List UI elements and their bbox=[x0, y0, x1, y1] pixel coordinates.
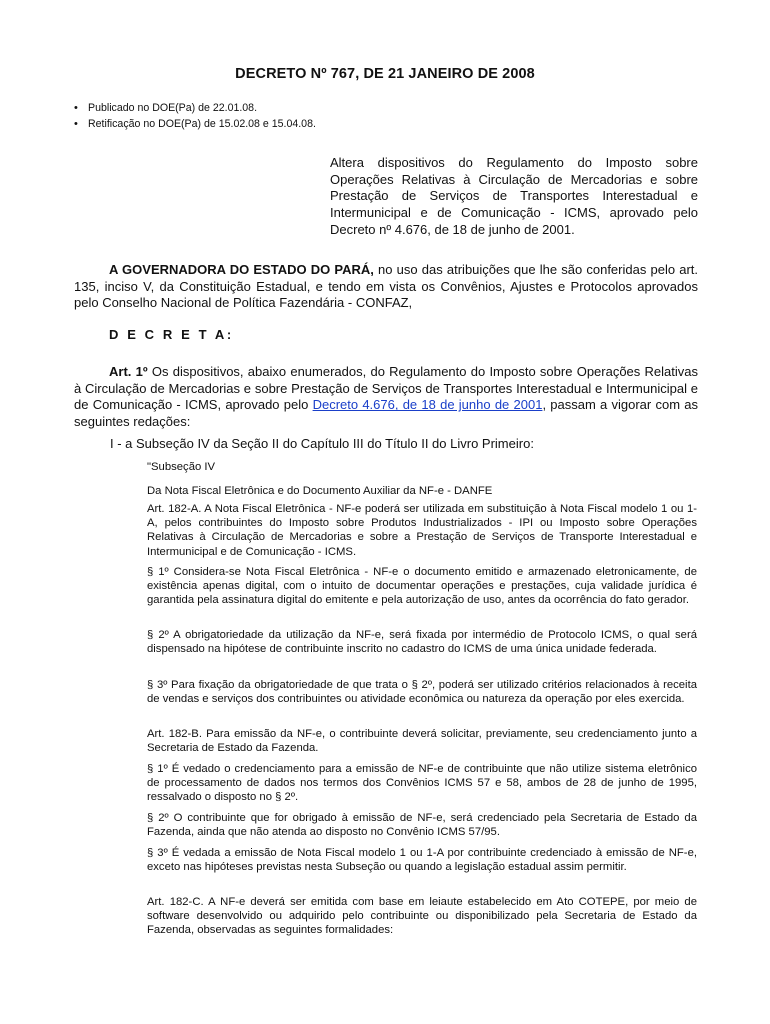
article-paragraph: Art. 182-A. A Nota Fiscal Eletrônica - NF-e poderá ser utilizada em substituição à Nota Fiscal modelo 1 ou 1-A, pelos contribuintes do Imposto sobre Produtos Industrializados - IPI ou Imposto sobre Operações Relativas à Circulação de Mercadorias e sobre a Prestação de Serviços de Transporte Interestadual e Intermunicipal e de Comunicação - ICMS. bbox=[147, 503, 697, 558]
preamble-lead: A GOVERNADORA DO ESTADO DO PARÁ, bbox=[109, 262, 374, 277]
article-paragraph: § 3º É vedada a emissão de Nota Fiscal modelo 1 ou 1-A por contribuinte credenciado à emissão de NF-e, exceto nas hipóteses previstas nesta Subseção ou quando a legislação estadual assim permitir. bbox=[147, 847, 697, 874]
article-paragraph: § 1º É vedado o credenciamento para a emissão de NF-e de contribuinte que não utilize sistema eletrônico de processamento de dados nos termos dos Convênios ICMS 57 e 58, ambos de 28 de junho de 1995, ressalvado o disposto no § 2º. bbox=[147, 763, 697, 804]
publication-notes bbox=[74, 100, 316, 132]
publication-note: • Retificação no DOE(Pa) de 15.02.08 e 15.04.08. bbox=[74, 116, 316, 132]
ementa: Altera dispositivos do Regulamento do Imposto sobre Operações Relativas à Circulação de Mercadorias e sobre Prestação de Serviços de Transportes Interestadual e Intermunicipal e de Comunicação - ICMS, aprovado pelo Decreto nº 4.676, de 18 de junho de 2001. bbox=[330, 155, 698, 237]
article-paragraph: § 2º A obrigatoriedade da utilização da NF-e, será fixada por intermédio de Protocolo ICMS, o qual será dispensado na hipótese de contribuinte inscrito no cadastro do ICMS de uma única unidade federada. bbox=[147, 629, 697, 656]
art1-lead: Art. 1º bbox=[109, 364, 148, 379]
document-title: DECRETO Nº 767, DE 21 JANEIRO DE 2008 bbox=[235, 66, 535, 82]
article-paragraph: Art. 182-C. A NF-e deverá ser emitida com base em leiaute estabelecido em Ato COTEPE, por meio de software desenvolvido ou adquirido pelo contribuinte ou disponibilizado pela Secretaria de Estado da Fazenda, observadas as seguintes formalidades: bbox=[147, 896, 697, 937]
subsection-title: Da Nota Fiscal Eletrônica e do Documento Auxiliar da NF-e - DANFE bbox=[147, 485, 493, 497]
publication-note: • Publicado no DOE(Pa) de 22.01.08. bbox=[74, 100, 316, 116]
decreta-heading: D E C R E T A: bbox=[109, 327, 234, 342]
inciso-i: I - a Subseção IV da Seção II do Capítulo III do Título II do Livro Primeiro: bbox=[110, 436, 534, 451]
article-paragraph: Art. 182-B. Para emissão da NF-e, o contribuinte deverá solicitar, previamente, seu credenciamento junto a Secretaria de Estado da Fazenda. bbox=[147, 728, 697, 755]
art1-paragraph bbox=[74, 364, 698, 431]
article-paragraph: § 2º O contribuinte que for obrigado à emissão de NF-e, será credenciado pela Secretaria de Estado da Fazenda, ainda que não atenda ao disposto no Convênio ICMS 57/95. bbox=[147, 812, 697, 839]
art1-text-end: , passam a vigorar com as seguintes redações: bbox=[74, 397, 698, 430]
article-paragraph: § 3º Para fixação da obrigatoriedade de que trata o § 2º, poderá ser utilizado critérios relacionados à receita de vendas e serviços dos contribuintes ou atividade econômica ou natureza da operação por eles exercida. bbox=[147, 679, 697, 706]
article-paragraph: § 1º Considera-se Nota Fiscal Eletrônica - NF-e o documento emitido e armazenado eletronicamente, de existência apenas digital, com o intuito de documentar operações e prestações, cuja validade jurídica é garantida pela assinatura digital do emitente e pela autorização de uso, antes da ocorrência do fato gerador. bbox=[147, 566, 697, 607]
art1-text: Os dispositivos, abaixo enumerados, do Regulamento do Imposto sobre Operações Relativas à Circulação de Mercadorias e sobre Prestação de Serviços de Transportes Interestadual e Intermunicipal e de Comunicação - ICMS, aprovado pelo bbox=[74, 364, 699, 413]
preamble-text: no uso das atribuições que lhe são conferidas pelo art. 135, inciso V, da Constituição Estadual, e tendo em vista os Convênios, Ajustes e Protocolos aprovados pelo Conselho Nacional de Política Fazendária - CONFAZ, bbox=[74, 262, 699, 311]
subsection-heading: "Subseção IV bbox=[147, 461, 216, 473]
decreto-link[interactable]: Decreto 4.676, de 18 de junho de 2001 bbox=[312, 397, 543, 413]
preamble-paragraph bbox=[74, 262, 698, 312]
